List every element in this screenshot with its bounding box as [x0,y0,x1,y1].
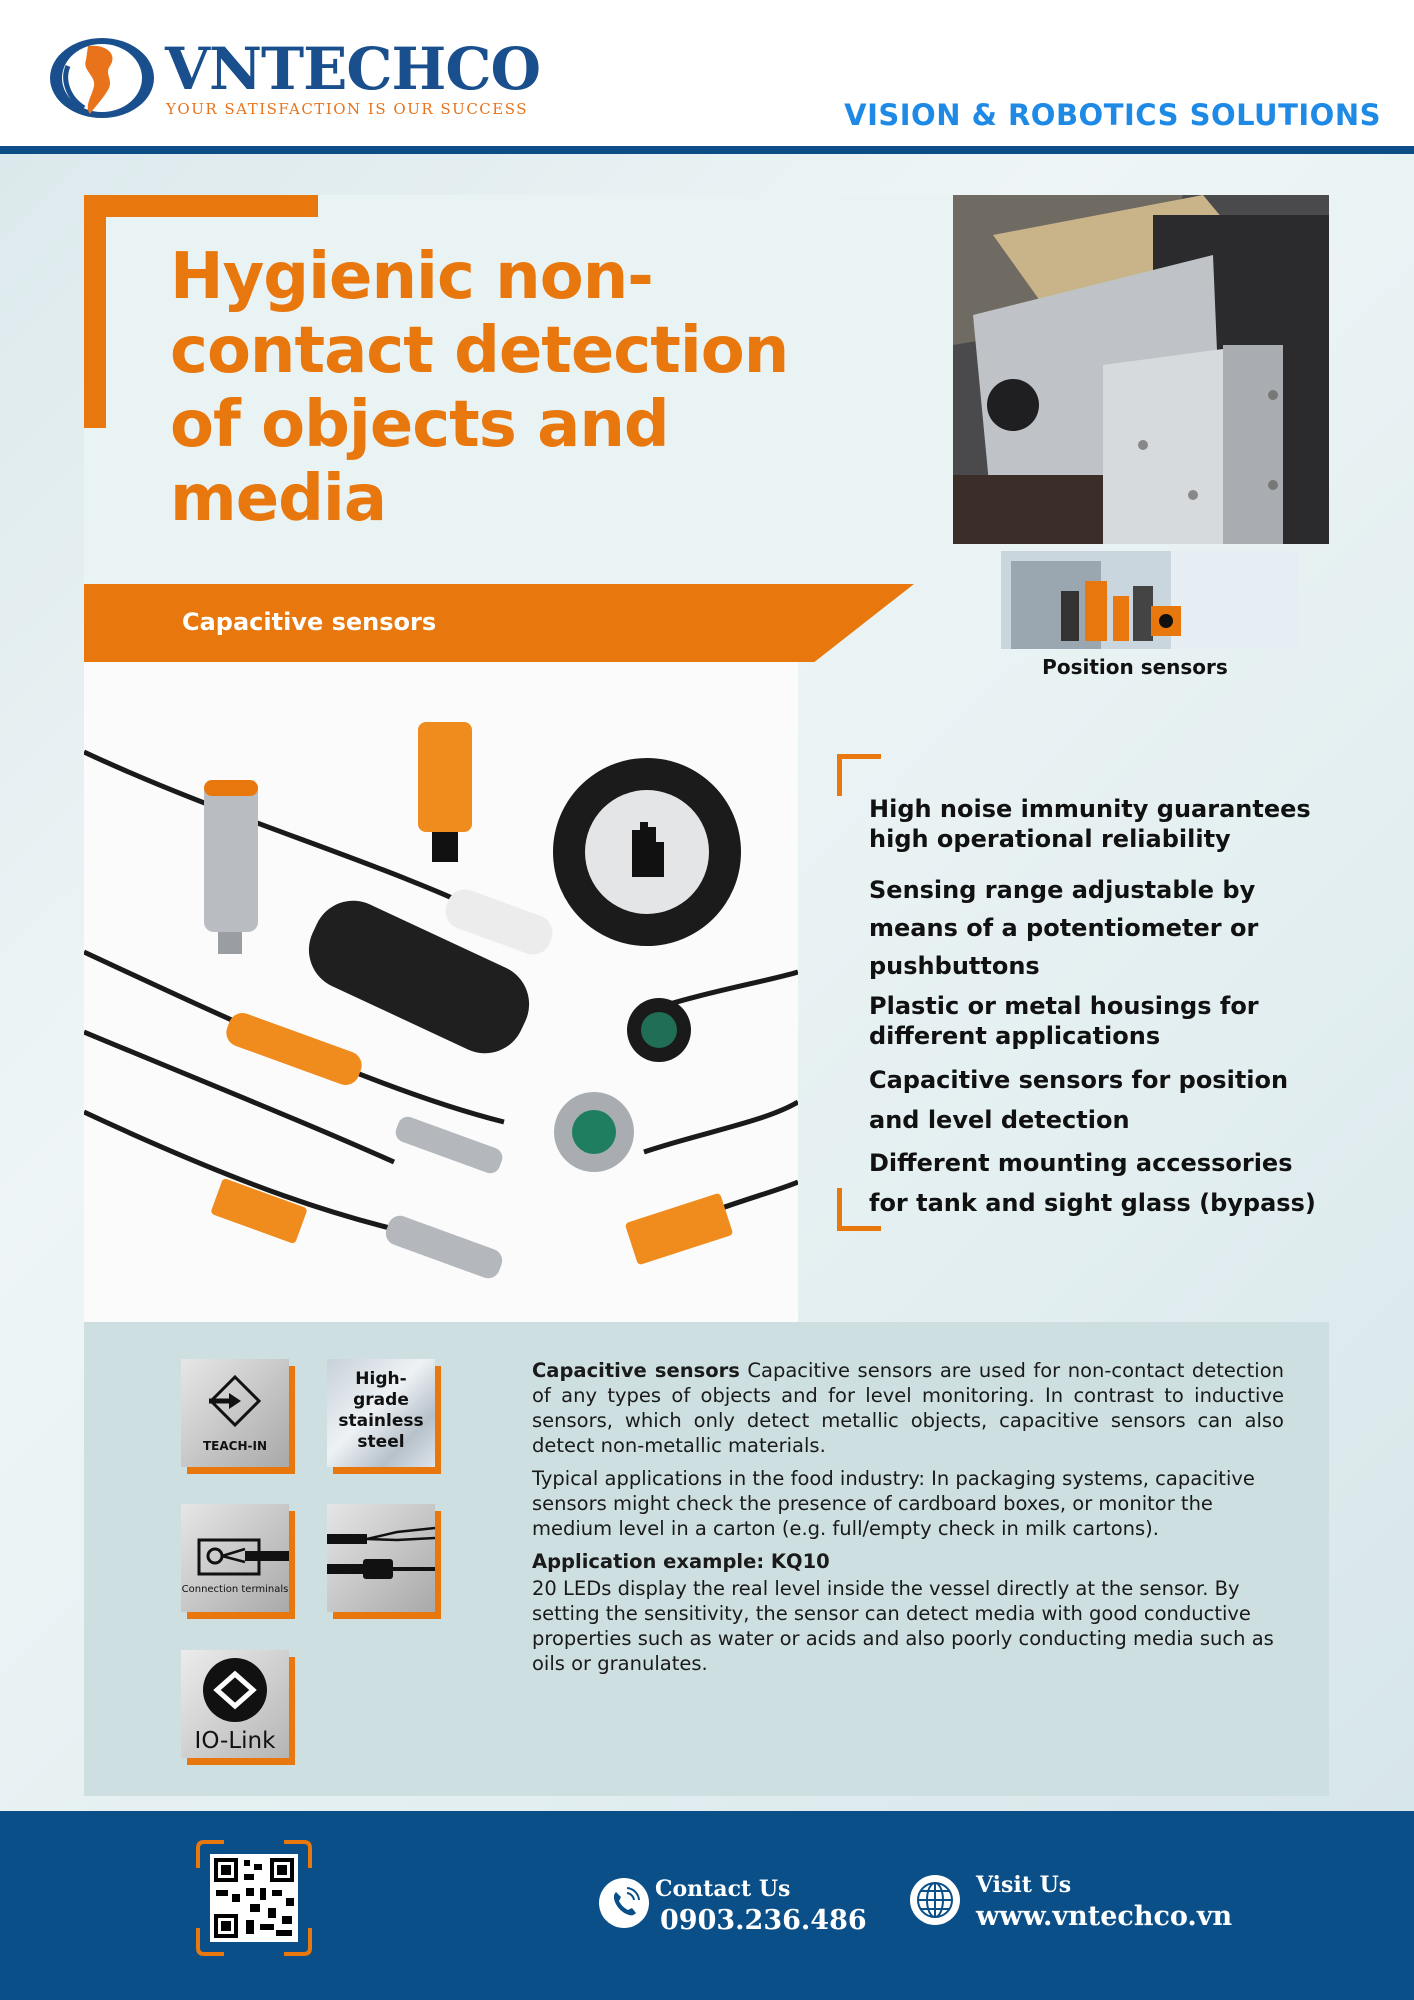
visit-label: Visit Us [976,1872,1072,1898]
io-link-badge [181,1650,289,1758]
example-heading: Application example: KQ10 [532,1550,830,1573]
features-bracket [837,754,842,796]
qr-code-icon[interactable] [210,1854,298,1942]
description-text [532,1358,1284,1684]
brand-tagline: YOUR SATISFACTION IS OUR SUCCESS [166,100,529,118]
section-label: Capacitive sensors [182,608,437,636]
cable-connector-icon [327,1504,435,1612]
feature-item: Capacitive sensors for position and level detection [869,1066,1289,1134]
badge-label: TEACH-IN [202,1439,267,1453]
feature-item: Different mounting accessories for tank and sight glass (bypass) [869,1149,1316,1217]
feature-item: Sensing range adjustable by means of a potentiometer or pushbuttons [869,876,1259,980]
badge-label: IO-Link [194,1728,276,1754]
example-text: 20 LEDs display the real level inside the vessel directly at the sensor. By setting the sensitivity, the sensor can detect media with good conductive properties such as water or acids and also poorly conducting media such as oils or granulates. [532,1577,1274,1675]
phone-icon [599,1878,649,1928]
header-divider [0,146,1414,154]
phone-number[interactable]: 0903.236.486 [660,1905,867,1936]
position-sensors-photo [1001,551,1299,649]
page-title: Hygienic non-contact detection of objects and media [170,240,789,536]
brand-name: VNTECHCO [165,35,541,103]
features-bracket [837,1188,842,1231]
position-sensors-label: Position sensors [1042,655,1228,679]
feature-item: Plastic or metal housings for different applications [869,992,1259,1050]
stainless-steel-icon [327,1359,435,1467]
intro-lead: Capacitive sensors [532,1359,740,1382]
intro-text: Capacitive sensors are used for non-contact detection of any types of objects and for level monitoring. In contrast to inductive sensors, which only detect metallic objects, capacitive sensors can also detect non-metallic materials. [532,1359,1284,1457]
slogan: VISION & ROBOTICS SOLUTIONS [844,98,1381,132]
machine-photo [953,195,1329,544]
title-bracket [84,195,106,428]
applications-text: Typical applications in the food industry: In packaging systems, capacitive sensors might check the presence of cardboard boxes, or monitor the medium level in a carton (e.g. full/empty check in milk cartons). [532,1467,1255,1540]
contact-label: Contact Us [655,1876,791,1902]
sensor-products-photo [84,662,798,1322]
globe-icon [910,1875,960,1925]
cable-connector-badge [327,1504,435,1612]
title-bracket [84,195,318,217]
badge-label: High-grade stainless steel [338,1369,424,1452]
badge-label: Connection terminals [181,1584,289,1595]
globe-vietnam-map-icon [48,36,156,120]
feature-item: High noise immunity guarantees high operational reliability [869,795,1311,853]
website-link[interactable]: www.vntechco.vn [976,1901,1233,1932]
features-bracket [837,1226,881,1231]
connection-terminals-badge [181,1504,289,1612]
features-bracket [837,754,881,759]
teach-in-badge [181,1359,289,1467]
